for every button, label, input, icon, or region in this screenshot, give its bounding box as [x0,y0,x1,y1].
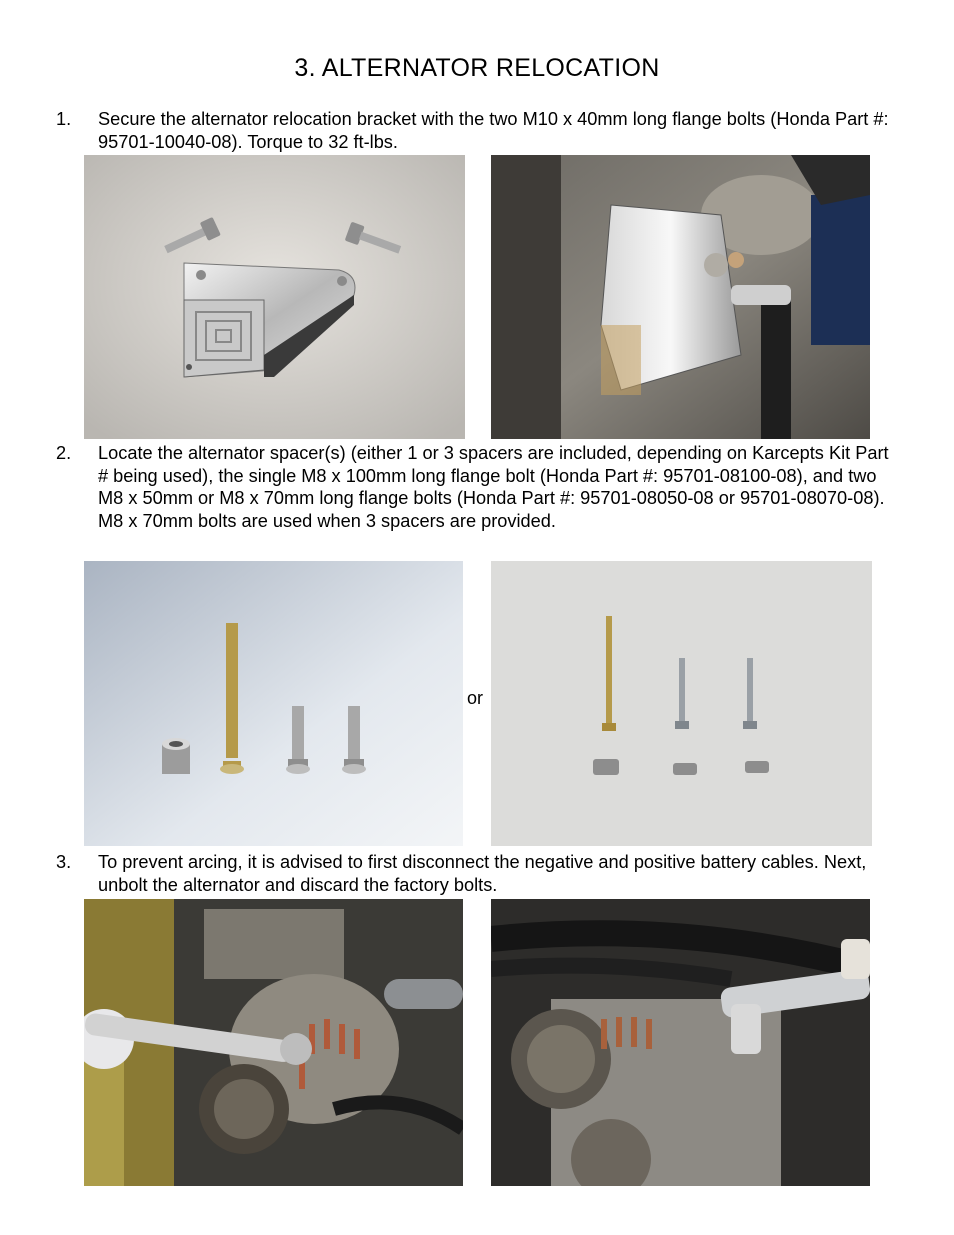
unbolting-alternator-photo-1 [84,899,463,1186]
step-text: To prevent arcing, it is advised to first disconnect the negative and positive battery cables. Next, unbolt the alternator and discard the factory bolts. [98,852,867,895]
step-2 [56,442,896,532]
page-title: 3. ALTERNATOR RELOCATION [294,54,660,82]
or-separator: or [467,688,484,708]
single-spacer-bolts-photo [84,561,463,846]
step-number: 2. [56,443,72,463]
step-text: Secure the alternator relocation bracket with the two M10 x 40mm long flange bolts (Honda Part #: 95701-10040-08). Torque to 32 ft-lbs. [98,109,889,152]
bracket-installed-photo [491,155,870,439]
step-3 [56,851,896,896]
unbolting-alternator-photo-2 [491,899,870,1186]
step-number: 1. [56,109,72,129]
three-spacers-bolts-photo [491,561,872,846]
step-text: Locate the alternator spacer(s) (either 1 or 3 spacers are included, depending on Karcepts Kit Part # being used), the single M8 x 100mm long flange bolt (Honda Part #: 95701-08100-08), and two M8 x 50mm or M8 x 70mm long flange bolts (Honda Part #: 95701-08050-08 or 95701-08070-08). M8 x 70mm bolts are used when 3 spacers are provided. [98,443,889,531]
step-1 [56,108,896,153]
bracket-with-bolts-photo [84,155,465,439]
step-number: 3. [56,852,72,872]
